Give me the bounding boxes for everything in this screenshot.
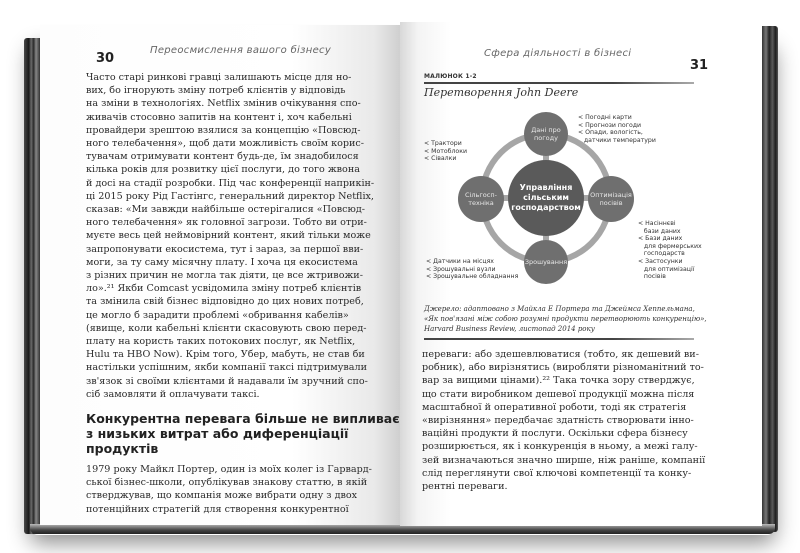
diagram-bullet-item: < Зрошувальні вузли <box>426 265 496 273</box>
left-paragraph-1 <box>86 71 388 401</box>
diagram-node-irrigation: Зрошування <box>524 240 568 284</box>
lp1-line: провайдери зрештою взялися за концепцію «Повсюд- <box>86 124 361 136</box>
diagram-bullet-item: < Застосунки <box>638 257 683 265</box>
diagram-node-crop-optimization: Оптимізація посівів <box>588 176 634 222</box>
book-page-edges-left <box>24 38 40 534</box>
bullets-weather <box>578 114 656 144</box>
lp1-line: й досі на стадії розробки. Під час конференції наприкін- <box>86 177 375 189</box>
lp2-line: ської бізнес-школи, опублікував знакову статтю, в якій <box>86 477 368 489</box>
figure-title: Перетворення John Deere <box>424 86 579 99</box>
diagram-bullet-item: для оптимізації <box>638 265 695 273</box>
diagram-bullet-item: < Мотоблоки <box>424 147 467 155</box>
rp-line: ваційні продукти й послуги. Оскільки сфера бізнесу <box>422 428 688 440</box>
diagram-bullet-item: < Сівалки <box>424 155 457 163</box>
lp1-line: тувачам отримувати контент будь-де, їм знадобилося <box>86 151 359 163</box>
diagram-center-node: Управління сільським господарством <box>508 160 584 236</box>
lp1-line: на зміни в технологіях. Netflix змінив очікування спо- <box>86 98 361 110</box>
right-paragraph <box>422 348 722 493</box>
figure-bottom-rule <box>424 338 694 340</box>
diagram-bullet-item: господарств <box>638 250 685 258</box>
diagram-bullet-item: бази даних <box>638 227 681 235</box>
lp1-line: моги, за ту саму місячну плату. І хоча ця екосистема <box>86 256 358 268</box>
diagram-node-weather: Дані про погоду <box>524 112 568 156</box>
lp1-line: живачів стосовно запитів на контент і, хоч кабельні <box>86 111 352 123</box>
rp-line: рентні переваги. <box>422 481 508 493</box>
lp1-line: це могло б зарадити проблемі «обривання кабелів» <box>86 309 349 321</box>
lp1-line: (явище, коли кабельні клієнти скасовують свою перед- <box>86 322 367 334</box>
figure-label: МАЛЮНОК 1-2 <box>424 73 477 80</box>
lp1-line: ці 2015 року Рід Гастінгс, генеральний директор Netflix, <box>86 190 374 202</box>
diagram-bullet-item: < Опади, вологість, <box>578 129 643 137</box>
diagram-bullet-item: датчики температури <box>578 136 656 144</box>
section-heading-line: продуктів <box>86 441 159 456</box>
diagram-bullet-item: < Насіннєві <box>638 220 676 227</box>
bullets-farm-equipment <box>424 140 467 163</box>
diagram-bullet-item: < Датчики на місцях <box>426 258 494 265</box>
rp-line: слід переглянути свої ключові компетенції та конку- <box>422 467 692 479</box>
lp2-line: потенційних стратегій для створення конкурентної <box>86 503 349 515</box>
rp-line: переваги: або здешевлюватися (тобто, як дешевий ви- <box>422 349 699 360</box>
lp1-line: та змінила свій бізнес відповідно до цих нових потреб, <box>86 296 364 308</box>
figure-top-rule <box>424 82 694 84</box>
rp-line: що стати виробником дешевої продукції можна після <box>422 388 695 400</box>
lp1-line: зв'язок зі своїми клієнтами й надавали їм зручний спо- <box>86 375 368 387</box>
rp-line: масштабної й оперативної роботи, тоді як стратегія <box>422 401 687 413</box>
diagram-bullet-item: < Погодні карти <box>578 114 632 121</box>
section-heading <box>86 411 400 456</box>
lp1-line: з різних причин не могла так діяти, це все жтривожи- <box>86 270 363 282</box>
section-heading-line: з низьких витрат або диференціації <box>86 426 349 441</box>
lp1-line: муєте весь цей неймовірний контент, який тільки може <box>86 230 371 242</box>
diagram-bullet-item: посівів <box>638 273 666 281</box>
lp1-line: запропонувати екосистема, тут і зараз, за першої вви- <box>86 243 364 255</box>
lp2-line: 1979 року Майкл Портер, один із моїх колег із Гарвард- <box>86 464 372 475</box>
running-head-right: Сфера діяльності в бізнесі <box>484 48 632 59</box>
lp2-line: стверджував, що компанія може вибрати одну з двох <box>86 490 358 502</box>
lp1-line: сіб замовляти й оплачувати таксі. <box>86 388 260 400</box>
book-page-edges-right <box>762 26 778 532</box>
figure-caption <box>424 304 724 334</box>
left-page <box>40 25 400 525</box>
lp1-line: кілька років для розвитку цієї послуги, до того жвона <box>86 164 360 176</box>
rp-line: зей визначаються значно ширше, ніж раніше, компанії <box>422 454 706 466</box>
lp1-line: ло».²¹ Якби Comcast усвідомила зміну потреб клієнтів <box>86 283 362 295</box>
diagram-bullet-item: < Прогнози погоди <box>578 121 642 129</box>
diagram-bullet-item: < Трактори <box>424 140 462 147</box>
page-number-right: 31 <box>690 58 709 73</box>
rp-line: робник), або вирізнятись (виробляти різноманітний то- <box>422 362 704 374</box>
bullets-irrigation <box>426 258 518 281</box>
lp1-line: плату на користь таких потокових послуг, як Netflix, <box>86 336 356 348</box>
rp-line: розширюється, як і конкуренція в ньому, а межі галу- <box>422 441 698 453</box>
running-head-left: Переосмислення вашого бізнесу <box>150 45 332 56</box>
lp1-line: Часто старі ринкові гравці залишають місце для но- <box>86 72 352 83</box>
lp1-line: настільки успішним, якби компанії таксі підтримували <box>86 362 368 374</box>
section-heading-line: Конкурентна перевага більше не випливає <box>86 411 400 426</box>
caption-line: Джерело: адаптовано з Майкла Е Портера та Джеймса Хеппельмана, <box>424 305 695 313</box>
caption-line: «Як пов'язані між собою розумні продукти перетворюють конкуренцію», <box>424 315 707 323</box>
lp1-line: сказав: «Ми завжди найбільше остерігалися «Повсюд- <box>86 204 366 216</box>
bullets-crop-optimization <box>638 220 702 281</box>
diagram-bullet-item: < Зрошувальне обладнання <box>426 273 519 281</box>
rp-line: «вирізняння» передбачає здатність створювати інно- <box>422 415 694 427</box>
page-number-left: 30 <box>96 51 115 66</box>
diagram-node-farm-equipment: Сільгосп-техніка <box>458 176 504 222</box>
caption-line: Harvard Business Review, листопад 2014 року <box>424 325 595 333</box>
lp1-line: Hulu та HBO Now). Крім того, Убер, мабуть, не став би <box>86 349 365 361</box>
lp1-line: ного телебачення», щоб дати можливість своїм корис- <box>86 138 365 150</box>
lp1-line: вих, бо ігнорують зміну потреб клієнтів у відповідь <box>86 85 346 97</box>
diagram-bullet-item: < Бази даних <box>638 235 683 243</box>
diagram-bullet-item: для фермерських <box>638 242 702 250</box>
lp1-line: ного телебачення» як головної загрози. Тобто ви отри- <box>86 217 367 229</box>
john-deere-diagram <box>424 104 760 300</box>
rp-line: вар за вищими цінами).²² Така точка зору стверджує, <box>422 375 695 387</box>
left-paragraph-2 <box>86 463 388 516</box>
